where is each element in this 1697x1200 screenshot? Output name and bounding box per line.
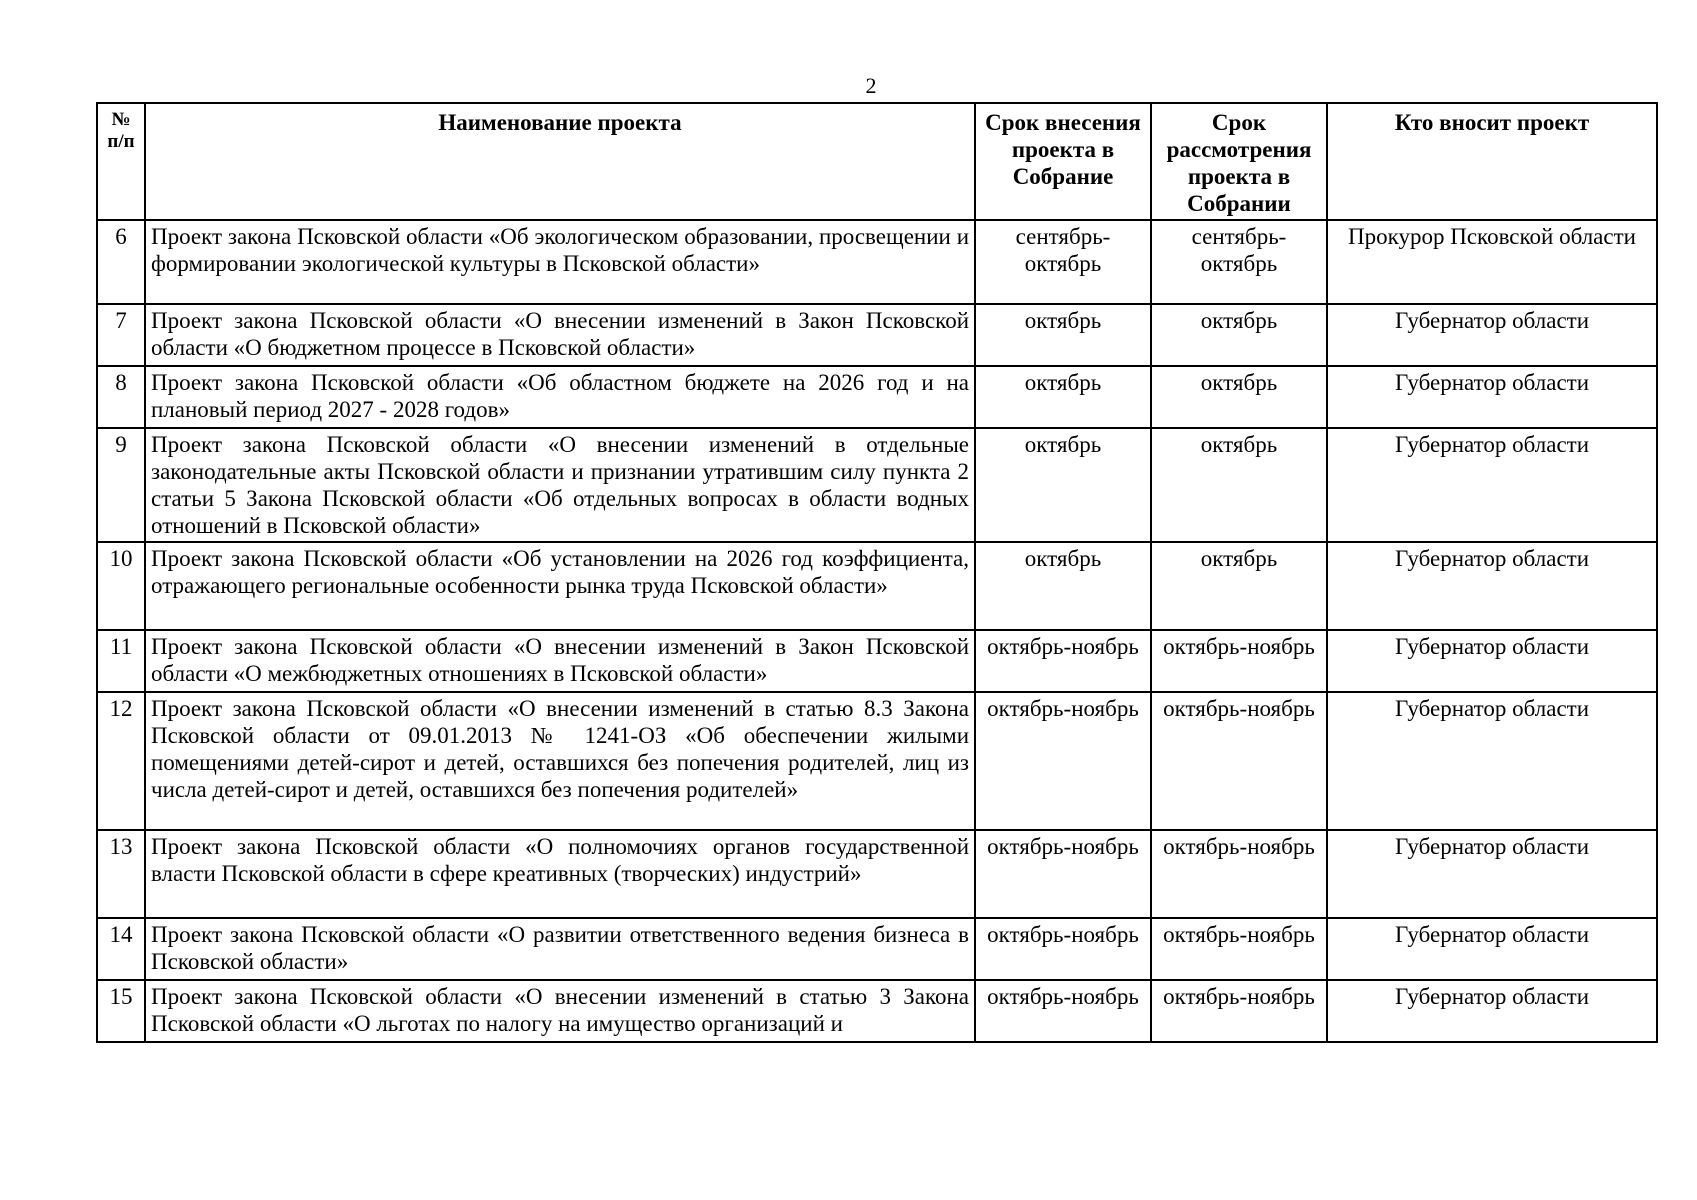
review-term: октябрь-ноябрь	[1151, 630, 1327, 692]
submit-term: октябрь-ноябрь	[975, 980, 1151, 1042]
row-number: 8	[97, 366, 145, 428]
table-row	[97, 980, 1657, 1042]
table-row	[97, 630, 1657, 692]
row-number: 6	[97, 220, 145, 304]
row-number: 7	[97, 304, 145, 366]
initiator: Губернатор области	[1327, 366, 1657, 428]
table-row	[97, 542, 1657, 630]
review-term: октябрь	[1151, 542, 1327, 630]
table-row	[97, 428, 1657, 542]
initiator: Губернатор области	[1327, 692, 1657, 830]
header-project-name-label: Наименование проекта	[438, 110, 682, 135]
table-row	[97, 304, 1657, 366]
row-number: 14	[97, 918, 145, 980]
submit-term: октябрь	[975, 366, 1151, 428]
header-number-label: № п/п	[107, 109, 135, 152]
project-name: Проект закона Псковской области «О внесении изменений в отдельные законодательные акты Псковской области и признании утратившим силу пункта 2 статьи 5 Закона Псковской области «Об отдельных вопросах в области водных отношений в Псковской области»	[145, 428, 975, 542]
submit-term: октябрь	[975, 304, 1151, 366]
initiator: Губернатор области	[1327, 304, 1657, 366]
header-review-term-label: Срок рассмотрения проекта в Собрании	[1166, 110, 1312, 216]
review-term: октябрь-ноябрь	[1151, 692, 1327, 830]
initiator: Губернатор области	[1327, 830, 1657, 918]
submit-term: октябрь-ноябрь	[975, 692, 1151, 830]
review-term: октябрь-ноябрь	[1151, 830, 1327, 918]
initiator: Губернатор области	[1327, 980, 1657, 1042]
table-row	[97, 220, 1657, 304]
initiator: Губернатор области	[1327, 630, 1657, 692]
project-name: Проект закона Псковской области «Об областном бюджете на 2026 год и на плановый период 2027 - 2028 годов»	[145, 366, 975, 428]
project-name: Проект закона Псковской области «Об экологическом образовании, просвещении и формировании экологической культуры в Псковской области»	[145, 220, 975, 304]
review-term: октябрь-ноябрь	[1151, 918, 1327, 980]
project-name: Проект закона Псковской области «О внесении изменений в Закон Псковской области «О бюджетном процессе в Псковской области»	[145, 304, 975, 366]
table-row	[97, 918, 1657, 980]
header-submit-term-label: Срок внесения проекта в Собрание	[985, 110, 1141, 189]
table-header-row	[97, 103, 1657, 220]
project-name: Проект закона Псковской области «О внесении изменений в Закон Псковской области «О межбюджетных отношениях в Псковской области»	[145, 630, 975, 692]
project-name: Проект закона Псковской области «Об установлении на 2026 год коэффициента, отражающего региональные особенности рынка труда Псковской области»	[145, 542, 975, 630]
table-row	[97, 830, 1657, 918]
header-initiator	[1327, 103, 1657, 220]
submit-term: октябрь	[975, 428, 1151, 542]
initiator: Прокурор Псковской области	[1327, 220, 1657, 304]
row-number: 12	[97, 692, 145, 830]
review-term: октябрь	[1151, 304, 1327, 366]
header-review-term	[1151, 103, 1327, 220]
initiator: Губернатор области	[1327, 542, 1657, 630]
initiator: Губернатор области	[1327, 918, 1657, 980]
review-term: сентябрь-октябрь	[1151, 220, 1327, 304]
header-project-name	[145, 103, 975, 220]
submit-term: сентябрь-октябрь	[975, 220, 1151, 304]
table-row	[97, 366, 1657, 428]
header-submit-term	[975, 103, 1151, 220]
submit-term: октябрь-ноябрь	[975, 630, 1151, 692]
project-name: Проект закона Псковской области «О развитии ответственного ведения бизнеса в Псковской области»	[145, 918, 975, 980]
row-number: 11	[97, 630, 145, 692]
initiator: Губернатор области	[1327, 428, 1657, 542]
submit-term: октябрь	[975, 542, 1151, 630]
review-term: октябрь	[1151, 366, 1327, 428]
header-number	[97, 103, 145, 220]
page-number: 2	[865, 73, 877, 98]
project-name: Проект закона Псковской области «О внесении изменений в статью 3 Закона Псковской области «О льготах по налогу на имущество организаций и	[145, 980, 975, 1042]
project-name: Проект закона Псковской области «О полномочиях органов государственной власти Псковской области в сфере креативных (творческих) индустрий»	[145, 830, 975, 918]
row-number: 15	[97, 980, 145, 1042]
header-initiator-label: Кто вносит проект	[1394, 110, 1590, 135]
row-number: 9	[97, 428, 145, 542]
row-number: 10	[97, 542, 145, 630]
table-row	[97, 692, 1657, 830]
row-number: 13	[97, 830, 145, 918]
legislative-plan-table	[96, 102, 1658, 1043]
submit-term: октябрь-ноябрь	[975, 918, 1151, 980]
project-name: Проект закона Псковской области «О внесении изменений в статью 8.3 Закона Псковской области от 09.01.2013 № 1241-ОЗ «Об обеспечении жилыми помещениями детей-сирот и детей, оставшихся без попечения родителей, лиц из числа детей-сирот и детей, оставшихся без попечения родителей»	[145, 692, 975, 830]
submit-term: октябрь-ноябрь	[975, 830, 1151, 918]
review-term: октябрь-ноябрь	[1151, 980, 1327, 1042]
review-term: октябрь	[1151, 428, 1327, 542]
